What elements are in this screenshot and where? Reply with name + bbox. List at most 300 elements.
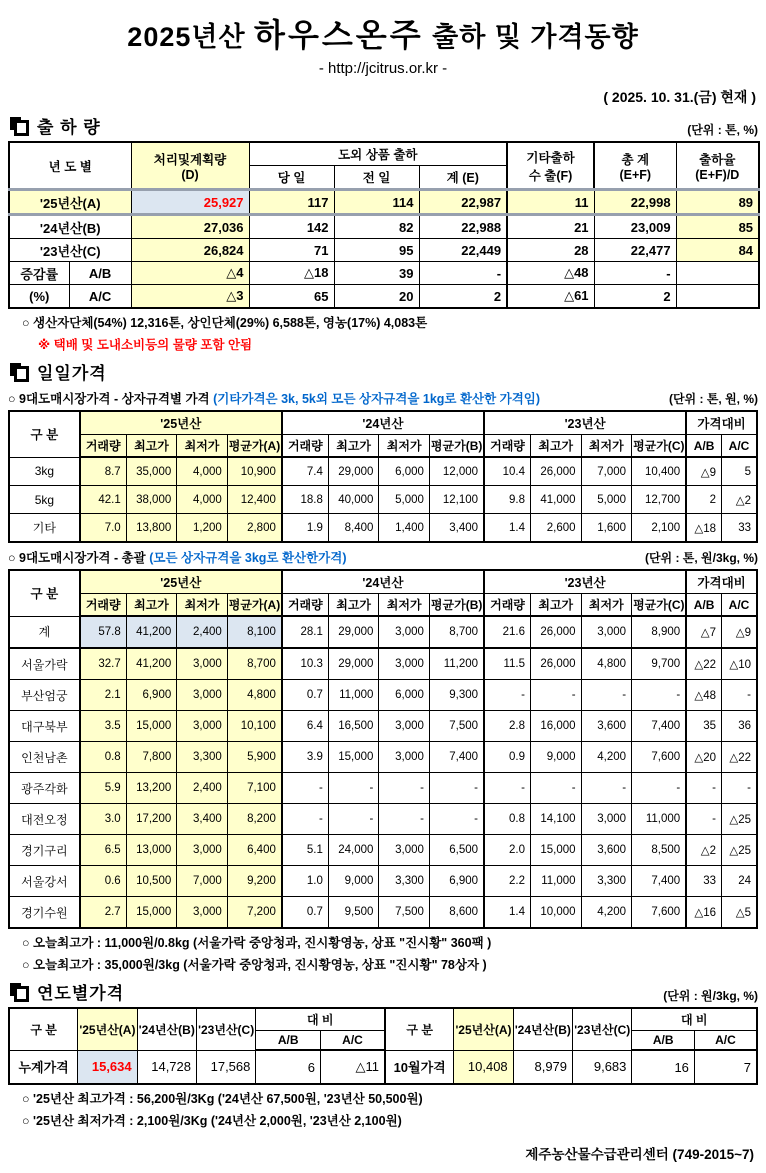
table-cell: 8,700 [429, 616, 484, 648]
col-header-total-line2: (E+F) [619, 167, 652, 182]
table-cell: 0.6 [80, 866, 126, 897]
col-header-low: 최저가 [177, 435, 228, 458]
table-cell: △7 [686, 616, 721, 648]
table-row [9, 804, 757, 835]
table-cell: 1,200 [177, 514, 228, 543]
col-header-total [594, 142, 676, 190]
shipment-note-exclusion: ※ 택배 및 도내소비등의 물량 포함 안됨 [38, 338, 253, 352]
table-cell: 84 [676, 239, 759, 262]
section-title-text: 출 하 량 [37, 118, 101, 137]
table-cell: 3,000 [177, 835, 228, 866]
table-cell: 대구북부 [9, 711, 80, 742]
col-header-high: 최고가 [126, 594, 177, 617]
table-cell: - [484, 773, 530, 804]
table-cell: 3,300 [379, 866, 430, 897]
table-row [9, 680, 757, 711]
table-cell: 7.4 [282, 457, 328, 486]
table-cell: 2 [686, 486, 721, 514]
table-cell: 16,000 [531, 711, 582, 742]
table-cell: 22,988 [419, 215, 507, 239]
col-header-avg-b: 평균가(B) [429, 435, 484, 458]
table-cell: 71 [249, 239, 334, 262]
col-group-daebi: 대 비 [632, 1008, 757, 1031]
col-header-2023c: '23년산(C) [197, 1008, 256, 1050]
table-cell: 32.7 [80, 648, 126, 680]
table-cell: 5kg [9, 486, 80, 514]
table-cell: 25,927 [131, 190, 249, 215]
table-cell: 1.0 [282, 866, 328, 897]
table-cell: 0.7 [282, 897, 328, 929]
table-cell: 6 [256, 1050, 321, 1084]
section-shipment-header [8, 113, 758, 138]
table-cell: △61 [507, 285, 594, 309]
col-header-avg-a: 평균가(A) [227, 435, 282, 458]
table-cell: 8,500 [632, 835, 687, 866]
table-cell: - [632, 680, 687, 711]
col-header-year: 년 도 별 [9, 142, 131, 190]
table-row [9, 616, 757, 648]
table-cell: 11,200 [429, 648, 484, 680]
col-group-2025: '25년산 [80, 570, 282, 594]
table-cell: 16 [632, 1050, 695, 1084]
table-cell: 9,000 [328, 866, 379, 897]
box-price-subtitle-note: (기타가격은 3k, 5k외 모든 상자규격을 1kg로 환산한 가격임) [213, 392, 541, 406]
table-cell: 7,000 [177, 866, 228, 897]
col-header-low: 최저가 [379, 594, 430, 617]
table-cell: 2 [594, 285, 676, 309]
box-price-subtitle-text: ○ 9대도매시장가격 - 상자규격별 가격 [8, 392, 214, 406]
table-cell: - [531, 680, 582, 711]
table-cell: - [484, 680, 530, 711]
title-suffix: 출하 및 가격동향 [432, 22, 639, 52]
table-cell: 0.8 [80, 742, 126, 773]
table-cell: △4 [131, 262, 249, 285]
table-cell: 35 [686, 711, 721, 742]
table-cell: 2,400 [177, 616, 228, 648]
overall-price-rows [9, 616, 757, 928]
table-cell: 3.0 [80, 804, 126, 835]
table-cell: 8,100 [227, 616, 282, 648]
table-cell: 5.1 [282, 835, 328, 866]
col-header-low: 최저가 [581, 435, 632, 458]
table-cell: 8.7 [80, 457, 126, 486]
table-cell: △22 [722, 742, 757, 773]
table-cell: 22,449 [419, 239, 507, 262]
table-cell: 26,000 [531, 457, 582, 486]
table-cell: 3,000 [379, 616, 430, 648]
table-cell: 6,900 [126, 680, 177, 711]
col-header-ac: A/C [320, 1031, 385, 1051]
col-header-plan [131, 142, 249, 190]
table-cell: - [581, 680, 632, 711]
table-cell: (%) [9, 285, 69, 309]
overall-price-subtitle [8, 548, 347, 566]
table-row [9, 835, 757, 866]
table-cell: 0.9 [484, 742, 530, 773]
table-cell: 1.9 [282, 514, 328, 543]
table-cell: - [282, 773, 328, 804]
table-cell: 11 [507, 190, 594, 215]
table-cell: 16,500 [328, 711, 379, 742]
table-cell: 10.3 [282, 648, 328, 680]
table-row [9, 457, 757, 486]
daily-note-top-price-1: ○ 오늘최고가 : 11,000원/0.8kg (서울가락 중앙청과, 진시황영농, 상표 "진시황" 360팩 ) [22, 936, 492, 950]
table-cell: 서울가락 [9, 648, 80, 680]
table-cell: △9 [722, 616, 757, 648]
table-cell: '25년산(A) [9, 190, 131, 215]
yearly-price-table [8, 1007, 758, 1085]
table-cell: - [722, 680, 757, 711]
table-cell: 경기수원 [9, 897, 80, 929]
table-cell: - [531, 773, 582, 804]
table-cell: 2,400 [177, 773, 228, 804]
table-cell: 2.2 [484, 866, 530, 897]
col-header-avg-c: 평균가(C) [632, 435, 687, 458]
table-cell: 0.7 [282, 680, 328, 711]
table-row [9, 486, 757, 514]
table-cell: 4,200 [581, 897, 632, 929]
box-price-table [8, 410, 758, 543]
col-header-gubun: 구 분 [9, 1008, 78, 1050]
table-cell: △10 [722, 648, 757, 680]
footer-org: 제주농산물수급관리센터 (749-2015~7) [525, 1147, 754, 1162]
table-cell: 7,500 [379, 897, 430, 929]
table-cell: 4,000 [177, 457, 228, 486]
section-yearly-header [8, 979, 758, 1004]
table-row [9, 742, 757, 773]
col-header-prev: 전 일 [334, 166, 419, 190]
col-header-gubun: 구 분 [9, 570, 80, 616]
table-cell: 12,700 [632, 486, 687, 514]
table-row [9, 262, 759, 285]
table-cell: 5,000 [379, 486, 430, 514]
table-cell: 7.0 [80, 514, 126, 543]
table-cell: 기타 [9, 514, 80, 543]
table-cell: 142 [249, 215, 334, 239]
col-header-rate-line2: (E+F)/D [695, 167, 740, 182]
section-yearly-title [8, 979, 124, 1004]
table-cell: 13,000 [126, 835, 177, 866]
table-cell: 114 [334, 190, 419, 215]
table-cell: 2.1 [80, 680, 126, 711]
table-cell: 경기구리 [9, 835, 80, 866]
table-cell: 82 [334, 215, 419, 239]
col-header-ab: A/B [686, 594, 721, 617]
table-cell: 11,000 [531, 866, 582, 897]
col-header-2024b: '24년산(B) [137, 1008, 196, 1050]
table-cell: 89 [676, 190, 759, 215]
table-cell: - [686, 773, 721, 804]
table-cell: 10,400 [632, 457, 687, 486]
table-cell: 6.4 [282, 711, 328, 742]
table-cell: - [379, 804, 430, 835]
table-cell: 1.4 [484, 897, 530, 929]
table-cell: △16 [686, 897, 721, 929]
table-cell [676, 285, 759, 309]
col-header-avg-c: 평균가(C) [632, 594, 687, 617]
table-cell: △2 [686, 835, 721, 866]
page-title [8, 10, 758, 56]
table-cell: 29,000 [328, 457, 379, 486]
table-cell: 33 [722, 514, 757, 543]
table-cell: '24년산(B) [9, 215, 131, 239]
table-cell: 4,800 [227, 680, 282, 711]
table-cell: 15,000 [126, 897, 177, 929]
col-header-volume: 거래량 [484, 435, 530, 458]
table-cell: 7,500 [429, 711, 484, 742]
table-cell: 14,100 [531, 804, 582, 835]
table-cell: △48 [686, 680, 721, 711]
col-header-low: 최저가 [581, 594, 632, 617]
table-cell: A/C [69, 285, 131, 309]
table-cell: 7,800 [126, 742, 177, 773]
table-cell: 3,400 [429, 514, 484, 543]
col-header-etc-line1: 기타출하 [526, 150, 575, 165]
col-group-2023: '23년산 [484, 411, 686, 435]
table-cell: 17,568 [197, 1050, 256, 1084]
table-cell: 광주각화 [9, 773, 80, 804]
table-cell: A/B [69, 262, 131, 285]
table-cell: 23,009 [594, 215, 676, 239]
table-cell: 15,000 [531, 835, 582, 866]
table-cell: 3,400 [177, 804, 228, 835]
table-cell: 24,000 [328, 835, 379, 866]
table-cell: 27,036 [131, 215, 249, 239]
table-cell: 15,634 [78, 1050, 137, 1084]
table-cell: 10,100 [227, 711, 282, 742]
col-header-2025a: '25년산(A) [78, 1008, 137, 1050]
col-group-compare: 가격대비 [686, 570, 757, 594]
col-header-ac: A/C [722, 594, 757, 617]
source-url: - http://jcitrus.or.kr - [318, 60, 448, 77]
table-cell: - [632, 773, 687, 804]
table-cell: 17,200 [126, 804, 177, 835]
table-cell: 10,900 [227, 457, 282, 486]
table-cell: 누계가격 [9, 1050, 78, 1084]
table-cell: 4,000 [177, 486, 228, 514]
table-cell: △5 [722, 897, 757, 929]
overall-price-table-head [9, 570, 757, 616]
table-cell: 3,000 [379, 648, 430, 680]
col-header-volume: 거래량 [282, 594, 328, 617]
shipment-unit-label: (단위 : 톤, %) [687, 123, 758, 137]
box-price-unit-label: (단위 : 톤, 원, %) [668, 392, 758, 406]
table-cell: △25 [722, 835, 757, 866]
overall-price-subtitle-text: ○ 9대도매시장가격 - 총괄 [8, 551, 150, 565]
table-cell: 8,900 [632, 616, 687, 648]
col-header-sum-e: 계 (E) [419, 166, 507, 190]
table-cell: 9,200 [227, 866, 282, 897]
section-square-icon [10, 363, 28, 381]
table-cell: △11 [320, 1050, 385, 1084]
shipment-year-rows [9, 190, 759, 262]
col-header-rate [676, 142, 759, 190]
table-row [9, 285, 759, 309]
col-header-low: 최저가 [379, 435, 430, 458]
col-header-high: 최고가 [531, 594, 582, 617]
col-header-ab: A/B [256, 1031, 321, 1051]
section-title-text: 일일가격 [37, 364, 107, 383]
table-cell: 2.7 [80, 897, 126, 929]
shipment-table-head [9, 142, 759, 190]
table-cell: 21.6 [484, 616, 530, 648]
yearly-note-high: ○ '25년산 최고가격 : 56,200원/3Kg ('24년산 67,500원, '23년산 50,500원) [22, 1092, 423, 1106]
col-header-rate-line1: 출하율 [699, 152, 736, 167]
table-cell: 20 [334, 285, 419, 309]
table-cell: 서울강서 [9, 866, 80, 897]
col-header-ac: A/C [694, 1031, 757, 1051]
table-cell: 3,000 [177, 897, 228, 929]
col-header-high: 최고가 [126, 435, 177, 458]
col-header-outbound-group: 도외 상품 출하 [249, 142, 507, 166]
table-cell: 3,600 [581, 711, 632, 742]
col-header-plan-line2: (D) [181, 167, 199, 182]
table-cell: 41,200 [126, 648, 177, 680]
table-cell: 3,600 [581, 835, 632, 866]
table-cell: 1,600 [581, 514, 632, 543]
overall-price-table [8, 569, 758, 929]
col-header-avg-b: 평균가(B) [429, 594, 484, 617]
overall-price-subheader [8, 548, 758, 566]
table-cell: 3,000 [379, 835, 430, 866]
table-cell: 3,000 [581, 616, 632, 648]
shipment-note-producers: ○ 생산자단체(54%) 12,316톤, 상인단체(29%) 6,588톤, 영농(17%) 4,083톤 [22, 316, 428, 330]
table-cell: 11,000 [328, 680, 379, 711]
table-cell: 11.5 [484, 648, 530, 680]
table-cell: 4,800 [581, 648, 632, 680]
col-group-2025: '25년산 [80, 411, 282, 435]
table-cell: △25 [722, 804, 757, 835]
table-cell: 7,600 [632, 897, 687, 929]
report-date: ( 2025. 10. 31.(금) 현재 ) [603, 89, 756, 105]
table-cell: △2 [722, 486, 757, 514]
table-cell: 부산엄궁 [9, 680, 80, 711]
table-cell: △22 [686, 648, 721, 680]
table-cell: 22,477 [594, 239, 676, 262]
table-cell: '23년산(C) [9, 239, 131, 262]
table-cell: △48 [507, 262, 594, 285]
col-header-etc-export [507, 142, 594, 190]
box-price-subtitle [8, 389, 540, 407]
table-cell: 85 [676, 215, 759, 239]
table-cell: 10,408 [454, 1050, 513, 1084]
table-cell: - [282, 804, 328, 835]
table-cell: 13,200 [126, 773, 177, 804]
box-price-subheader [8, 389, 758, 407]
box-price-rows [9, 457, 757, 542]
table-cell: - [722, 773, 757, 804]
table-row [9, 215, 759, 239]
table-cell: 5 [722, 457, 757, 486]
table-cell: 4,200 [581, 742, 632, 773]
table-cell: 인천남촌 [9, 742, 80, 773]
table-cell: △18 [686, 514, 721, 543]
table-cell: - [686, 804, 721, 835]
table-row [9, 514, 757, 543]
table-cell: 9.8 [484, 486, 530, 514]
table-cell: 7,600 [632, 742, 687, 773]
table-cell: 6,900 [429, 866, 484, 897]
table-cell: 42.1 [80, 486, 126, 514]
table-row [9, 711, 757, 742]
table-cell: 6,000 [379, 457, 430, 486]
table-cell: 3,000 [177, 711, 228, 742]
table-cell: 36 [722, 711, 757, 742]
table-cell: △18 [249, 262, 334, 285]
table-cell: 3,000 [379, 711, 430, 742]
table-cell: 8,700 [227, 648, 282, 680]
table-row [9, 239, 759, 262]
table-cell: 3.9 [282, 742, 328, 773]
table-cell: 11,000 [632, 804, 687, 835]
table-cell: 33 [686, 866, 721, 897]
table-cell: 3,000 [379, 742, 430, 773]
table-cell: 3,300 [177, 742, 228, 773]
col-group-2023: '23년산 [484, 570, 686, 594]
title-product: 하우스온주 [254, 17, 424, 53]
table-cell: 10,000 [531, 897, 582, 929]
table-cell: 13,800 [126, 514, 177, 543]
section-square-icon [10, 983, 28, 1001]
col-group-daebi: 대 비 [256, 1008, 385, 1031]
table-cell: 3.5 [80, 711, 126, 742]
box-price-table-head [9, 411, 757, 457]
col-header-ac: A/C [722, 435, 757, 458]
table-cell: 9,683 [573, 1050, 632, 1084]
table-cell: 7,400 [632, 711, 687, 742]
col-header-etc-line2: 수 출(F) [528, 168, 573, 183]
col-header-total-line1: 총 계 [621, 152, 650, 167]
table-cell: 39 [334, 262, 419, 285]
table-cell: 21 [507, 215, 594, 239]
col-header-volume: 거래량 [80, 435, 126, 458]
table-cell: 57.8 [80, 616, 126, 648]
table-cell: 12,100 [429, 486, 484, 514]
col-group-compare: 가격대비 [686, 411, 757, 435]
table-cell: 7,400 [429, 742, 484, 773]
col-group-2024: '24년산 [282, 411, 484, 435]
table-cell: 2 [419, 285, 507, 309]
table-cell: 18.8 [282, 486, 328, 514]
section-title-text: 연도별가격 [37, 984, 125, 1003]
table-cell: 증감률 [9, 262, 69, 285]
yearly-unit-label: (단위 : 원/3kg, %) [663, 989, 758, 1003]
col-header-plan-line1: 처리및계획량 [153, 152, 227, 167]
table-cell: 10,500 [126, 866, 177, 897]
table-cell: 6,500 [429, 835, 484, 866]
table-row [9, 1050, 757, 1084]
table-cell: 8,200 [227, 804, 282, 835]
table-row [9, 897, 757, 929]
col-header-volume: 거래량 [282, 435, 328, 458]
table-cell: 7,200 [227, 897, 282, 929]
table-cell: 9,300 [429, 680, 484, 711]
overall-price-unit-label: (단위 : 톤, 원/3kg, %) [644, 551, 758, 565]
table-cell: 24 [722, 866, 757, 897]
table-cell: △3 [131, 285, 249, 309]
table-cell: 26,000 [531, 648, 582, 680]
table-cell: 41,000 [531, 486, 582, 514]
table-cell: 6,400 [227, 835, 282, 866]
col-header-volume: 거래량 [484, 594, 530, 617]
section-daily-title [8, 359, 107, 384]
table-cell: 8,600 [429, 897, 484, 929]
table-cell: 117 [249, 190, 334, 215]
table-cell: 10.4 [484, 457, 530, 486]
table-cell: 35,000 [126, 457, 177, 486]
table-cell: - [594, 262, 676, 285]
col-header-ab: A/B [686, 435, 721, 458]
